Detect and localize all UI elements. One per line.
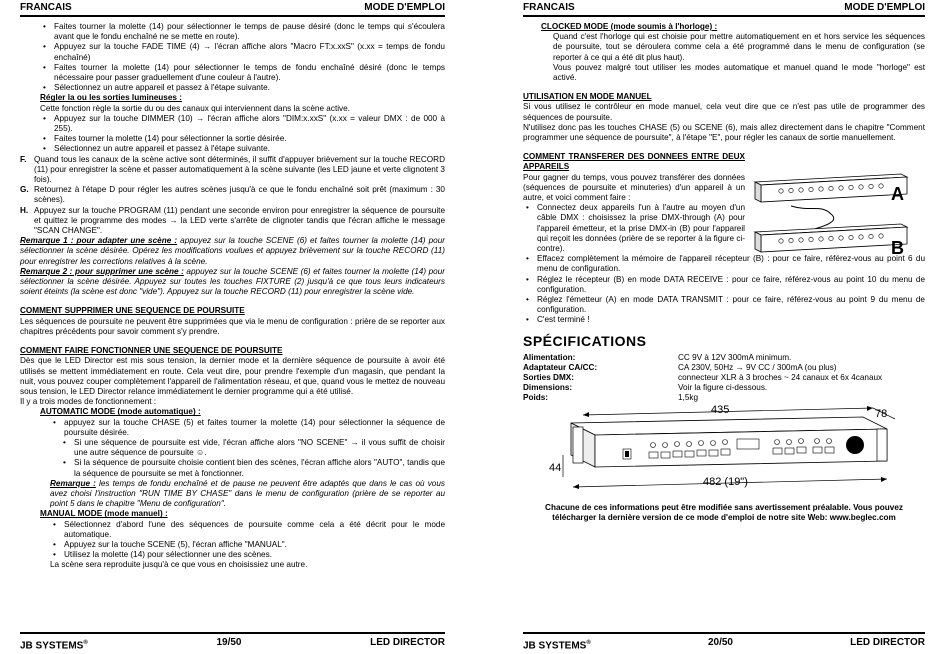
spec-value: connecteur XLR à 3 broches ~ 24 canaux et 6x 4canaux [678, 372, 883, 382]
spec-key: Sorties DMX: [523, 372, 574, 382]
page-footer [20, 632, 445, 652]
right-content [523, 22, 925, 523]
remark-2-text: appuyez sur la touche SCENE (6) et faites tourner la molette (14) pour sélectionner la scène désirée. Appuyez sur toutes les touches FIXTURE (2) jusqu'à ce que tous leurs indicateurs soient éteints (la scène est donc "vide"). Appuyez sur la touche RECORD (11) pour enregistrer la scène vide. [20, 266, 445, 297]
footer-brand: JB SYSTEMS® [20, 640, 88, 652]
header-language: FRANCAIS [523, 2, 575, 13]
list-item: • Faites tourner la molette (14) pour sélectionner le temps de fondu enchaîné désiré (donc le temps nécessaire pour passer graduellement d'une couleur à l'autre). [40, 63, 445, 83]
transfer-text-column [523, 152, 745, 254]
step-letter: F. [20, 154, 27, 164]
transfer-bullet-list [523, 203, 745, 254]
transfer-bullet-list-cont [523, 254, 925, 325]
step-text: Appuyez sur la touche PROGRAM (11) pendant une seconde environ pour enregistrer la séquence de poursuite et quittez le programme des modes → la LED verte s'arrête de clignoter tandis que l'écran affiche le message "SCAN CHANGE". [34, 205, 445, 236]
dim-width-label: 435 [711, 404, 730, 416]
section-heading-run: COMMENT FAIRE FONCTIONNER UNE SEQUENCE DE POURSUITE [20, 346, 283, 356]
table-row [523, 373, 903, 383]
list-item: • Réglez l'émetteur (A) en mode DATA TRANSMIT : pour ce faire, référez-vous au point 9 du menu de configuration. [523, 295, 925, 315]
remark-1 [20, 236, 445, 267]
step-item [20, 185, 445, 205]
specifications-title: SPÉCIFICATIONS [523, 332, 647, 349]
section-heading-transfer: COMMENT TRANSFERER DES DONNEES ENTRE DEUX APPAREILS [523, 152, 745, 172]
list-item: • Réglez le récepteur (B) en mode DATA RECEIVE : pour ce faire, référez-vous au point 10 du menu de configuration. [523, 275, 925, 295]
list-item: • Si une séquence de poursuite est vide, l'écran affiche alors "NO SCENE" → il vous suffit de choisir une autre séquence de poursuite ☺. [60, 438, 445, 458]
manual-mode-heading: MANUAL MODE (mode manuel) : [40, 509, 168, 519]
left-content [20, 22, 445, 571]
step-item [20, 206, 445, 237]
section-heading-delete: COMMENT SUPPRIMER UNE SEQUENCE DE POURSUITE [20, 306, 245, 316]
header-language: FRANCAIS [20, 2, 72, 13]
table-row [523, 363, 903, 373]
spec-key: Alimentation: [523, 352, 576, 362]
dim-depth-label: 78 [875, 407, 888, 420]
list-item: • C'est terminé ! [523, 315, 925, 325]
list-item: • Sélectionnez d'abord l'une des séquences de poursuite comme cela a été décrit pour le mode automatique. [50, 520, 445, 540]
auto-sub-list [20, 438, 445, 479]
right-page [475, 0, 950, 654]
list-item: • Effacez complètement la mémoire de l'appareil récepteur (B) : pour ce faire, référez-vous au point 6 du menu de configuration. [523, 254, 925, 274]
step-item [20, 155, 445, 186]
dimensions-figure [543, 405, 903, 495]
table-row [523, 383, 903, 393]
figure-label-a: A [891, 184, 904, 205]
list-item: • Appuyez sur la touche DIMMER (10) → l'écran affiche alors "DIM:x.xxS" (x.xx = valeur DMX : de 000 à 255). [40, 114, 445, 134]
spec-value: Voir la figure ci-dessous. [678, 382, 768, 392]
auto-bullet-list [20, 418, 445, 438]
clocked-text-2: Vous pouvez malgré tout utiliser les modes automatique et manuel quand le mode "horloge" est activé. [553, 62, 925, 83]
step-text: Retournez à l'étape D pour régler les autres scènes jusqu'à ce que le fondu enchaîné soit prêt (maximum : 30 scènes). [34, 185, 445, 205]
remark-1-text: appuyez sur la touche SCENE (6) et faites tourner la molette (14) pour sélectionner la scène désirée. Opérez les modifications voulues et appuyez brièvement sur la touche RECORD (11) pour enregistrer les corrections relatives à la scène. [20, 236, 445, 266]
footer-product: LED DIRECTOR [370, 637, 445, 648]
delete-text: Les séquences de poursuite ne peuvent être supprimées que via le menu de configuration : prière de se reporter aux chapitres précédents pour savoir comment s'y prendre. [20, 316, 445, 336]
list-item: • Appuyez sur la touche FADE TIME (4) → l'écran affiche alors "Macro FT:x.xxS" (x.xx = temps de fondu enchaîné) [40, 42, 445, 62]
step-text: Quand tous les canaux de la scène active sont déterminés, il suffit d'appuyer brièvement sur la touche RECORD (11) pour enregistrer la scène et passer automatiquement à la scène suivante (les LED jaune et verte clignotent 3 fois). [34, 154, 445, 185]
manual-use-text-1: Si vous utilisez le contrôleur en mode manuel, cela veut dire que ce n'est pas utile de programmer des séquences de poursuite. [523, 102, 925, 122]
auto-remark [20, 479, 445, 510]
update-notice: Chacune de ces informations peut être modifiée sans avertissement préalable. Vous pouvez télécharger la dernière version de ce mode d'emploi de notre site Web: www.beglec.com [545, 502, 903, 522]
auto-remark-text: les temps de fondu enchaîné et de pause ne peuvent être adaptés que dans le cas où vous avez choisi l'instruction "RUN TIME BY CHASE" dans le menu de configuration (prière de se reporter au point 5 dans le chapitre "Menu de configuration". [50, 478, 445, 509]
spec-key: Adaptateur CA/CC: [523, 362, 598, 372]
footer-page-number: 20/50 [707, 637, 733, 648]
list-item: • Sélectionnez un autre appareil et passez à l'étape suivante. [40, 144, 445, 154]
auto-mode-heading: AUTOMATIC MODE (mode automatique) : [40, 407, 201, 417]
section-heading-manual-use: UTILISATION EN MODE MANUEL [523, 92, 652, 102]
clocked-mode-heading: CLOCKED MODE (mode soumis à l'horloge) : [541, 22, 718, 31]
manual-end-text: La scène sera reproduite jusqu'à ce que vous en choisissiez une autre. [50, 560, 308, 570]
footer-brand: JB SYSTEMS® [523, 640, 591, 652]
spec-value: CA 230V, 50Hz → 9V CC / 300mA (ou plus) [678, 362, 837, 372]
page-header [523, 0, 925, 17]
list-item: • Sélectionnez un autre appareil et passez à l'étape suivante. [40, 83, 445, 93]
remark-2 [20, 267, 445, 298]
run-text: Dès que le LED Director est mis sous tension, la dernier mode et la dernière séquence de poursuite à avoir été utilisés se mettent immédiatement en route. Cela veut dire, pour prendre l'exemple d'un magasin, que pendant la nuit, vous pouvez couper complètement l'appareil de l'alimentation réseau, et que, quand vous le mettez de nouveau sous tension, le LED Director relance immédiatement le dernier programme qui a été utilisé. [20, 356, 445, 396]
figure-label-b: B [891, 238, 904, 259]
dim-height-label: 44 [549, 461, 562, 474]
modes-intro: Il y a trois modes de fonctionnement : [20, 397, 157, 407]
remark-2-label: Remarque 2 : pour supprimer une scène : [20, 266, 184, 276]
transfer-section [523, 152, 925, 259]
spec-key: Poids: [523, 392, 549, 402]
header-title: MODE D'EMPLOI [364, 2, 445, 13]
footer-page-number: 19/50 [216, 637, 242, 648]
top-bullet-list [20, 22, 445, 93]
list-item: • Faites tourner la molette (14) pour sélectionner la sortie désirée. [40, 134, 445, 144]
page-footer [523, 632, 925, 652]
list-item: • appuyez sur la touche CHASE (5) et faites tourner la molette (14) pour sélectionner la séquence de poursuite désirée. [50, 418, 445, 438]
step-letter: G. [20, 185, 29, 195]
spec-value: CC 9V à 12V 300mA minimum. [678, 352, 792, 362]
unit-b-drawing [755, 224, 907, 252]
footer-product: LED DIRECTOR [850, 637, 925, 648]
step-letter: H. [20, 205, 29, 215]
list-item: • Faites tourner la molette (14) pour sélectionner le temps de pause désiré (donc le temps qui s'écoulera avant que le fondu enchaîné ne se mette en route). [40, 22, 445, 42]
list-item: • Si la séquence de poursuite choisie contient bien des scènes, l'écran affiche alors "AUTO", tandis que la séquence de poursuite se met à fonctionner. [60, 458, 445, 478]
spec-value: 1,5kg [678, 392, 699, 402]
outputs-intro: Cette fonction règle la sortie du ou des canaux qui interviennent dans la scène active. [40, 103, 350, 113]
outputs-heading: Régler la ou les sorties lumineuses : [40, 93, 182, 103]
outputs-bullet-list [20, 114, 445, 155]
manual-use-text-2: N'utilisez donc pas les touches CHASE (5) ou SCENE (6), mais allez directement dans le chapitre "Comment programmer une séquence de poursuite", à l'étape "E", pour régler les canaux de sortie manuellement. [523, 122, 925, 143]
list-item: • Utilisez la molette (14) pour sélectionner une des scènes. [50, 550, 445, 560]
clocked-text-1: Quand c'est l'horloge qui est choisie pour mettre automatiquement en et hors service les séquences de poursuite, tout se déroulera comme cela a été programmé dans le menu de configuration (se reporter à ce qui a été dit plus haut). [553, 32, 925, 62]
list-item: • Connectez deux appareils l'un à l'autre au moyen d'un câble DMX : choisissez la prise DMX-through (A) pour l'appareil émetteur, et la prise DMX-in (B) pour l'appareil qui reçoit les données (prière de se reporter à la figure ci-contre). [523, 203, 745, 254]
list-item: • Appuyez sur la touche SCENE (5), l'écran affiche "MANUAL". [50, 540, 445, 550]
table-row [523, 353, 903, 363]
transfer-intro: Pour gagner du temps, vous pouvez transférer des données (séquences de poursuite et minuteries) d'un appareil à un autre, et voici comment faire : [523, 172, 745, 203]
table-row [523, 393, 903, 403]
remark-1-label: Remarque 1 : pour adapter une scène : [20, 236, 178, 246]
unit-a-drawing [755, 174, 907, 205]
manual-bullet-list [20, 520, 445, 561]
specifications-table [523, 353, 903, 403]
page-header [20, 0, 445, 17]
header-title: MODE D'EMPLOI [844, 2, 925, 13]
dim-total-label: 482 (19") [703, 475, 748, 488]
spec-key: Dimensions: [523, 382, 573, 392]
step-list [20, 155, 445, 237]
auto-remark-label: Remarque : [50, 478, 96, 488]
